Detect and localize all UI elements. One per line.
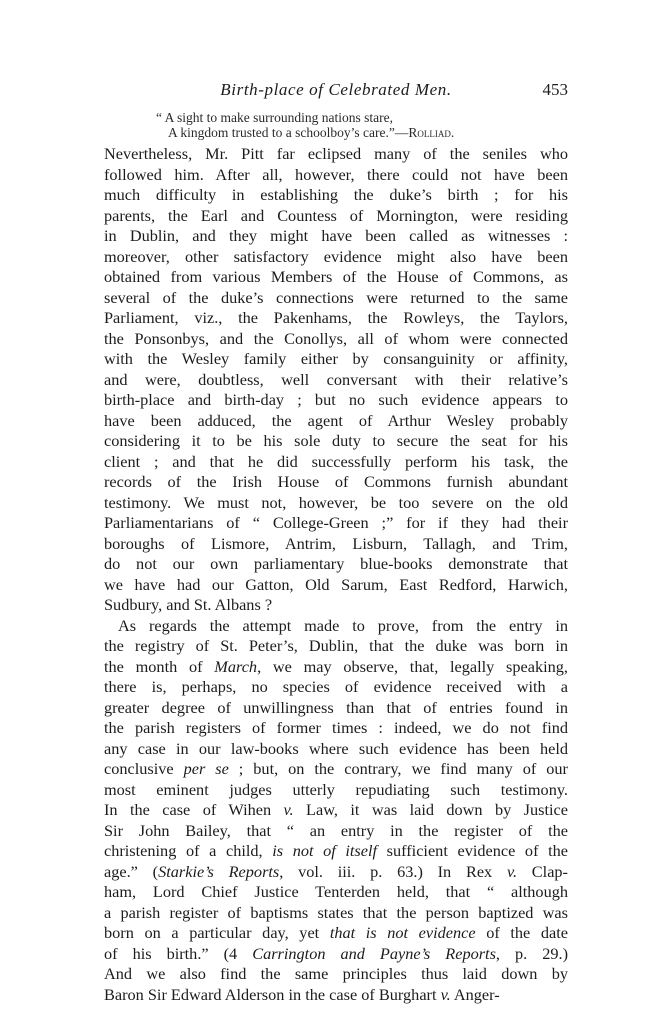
text-line <box>104 206 568 227</box>
epigraph-line: “ A sight to make surrounding nations stare, <box>156 110 393 125</box>
text-segment: most eminent judges utterly repudiating such testimony. <box>104 779 568 799</box>
text-segment: of his birth.” (4 <box>104 943 253 963</box>
text-line <box>104 882 568 903</box>
text-segment: boroughs of Lismore, Antrim, Lisburn, Tallagh, and Trim, <box>104 533 568 553</box>
text-segment: any case in our law-books where such evidence has been held <box>104 738 568 758</box>
text-segment: much difficulty in establishing the duke’s birth ; for his <box>104 185 568 204</box>
text-line <box>104 329 568 350</box>
text-line <box>104 452 568 473</box>
epigraph-line-text: A kingdom trusted to a schoolboy’s care.”— <box>168 125 409 140</box>
text-segment: ham, Lord Chief Justice Tenterden held, that “ although <box>104 882 568 901</box>
text-line <box>104 513 568 534</box>
text-line <box>104 288 568 309</box>
italic-text: Carrington and Payne’s Reports <box>252 943 496 963</box>
text-line <box>104 308 568 329</box>
text-segment: do not our own parliamentary blue-books demonstrate that <box>104 554 568 573</box>
text-segment: and were, doubtless, well conversant with their relative’s <box>104 369 568 389</box>
text-segment: several of the duke’s connections were returned to the same <box>104 287 568 307</box>
text-line <box>104 657 568 678</box>
text-segment: followed him. After all, however, there could not have been <box>104 164 568 184</box>
body-text <box>104 144 568 1005</box>
text-segment: Nevertheless, Mr. Pitt far eclipsed many of the seniles who <box>104 144 568 163</box>
text-line <box>104 431 568 452</box>
text-segment: Law, it was laid down by Justice <box>293 800 568 819</box>
italic-text: that is not evidence <box>329 923 476 942</box>
text-segment: moreover, other satisfactory evidence might also have been <box>104 246 568 266</box>
text-segment: In the case of Wihen <box>104 800 284 819</box>
text-segment: the registry of St. Peter’s, Dublin, that the duke was born in <box>104 636 568 655</box>
text-segment: in Dublin, and they might have been called as witnesses : <box>104 226 568 245</box>
text-line <box>104 944 568 965</box>
italic-text: per se <box>183 759 229 778</box>
text-segment: there is, perhaps, no species of evidence received with a <box>104 677 568 696</box>
text-segment: born on a particular day, yet <box>104 923 330 942</box>
text-line <box>104 964 568 985</box>
text-line <box>104 985 568 1006</box>
text-segment: the month of <box>104 656 215 676</box>
text-segment: sufficient evidence of the <box>377 841 568 860</box>
text-segment: , we may observe, that, legally speaking, <box>257 656 568 676</box>
text-segment: Baron Sir Edward Alderson in the case of Burghart <box>104 984 441 1004</box>
text-segment: age.” ( <box>104 861 159 881</box>
text-line <box>104 349 568 370</box>
text-line <box>104 903 568 924</box>
text-segment: client ; and that he did successfully perform his task, the <box>104 451 568 471</box>
page-number: 453 <box>542 80 568 99</box>
italic-text: v. <box>440 984 451 1004</box>
text-segment: the Ponsonbys, and the Conollys, all of whom were connected <box>104 328 568 348</box>
text-line <box>104 595 568 616</box>
text-segment: parents, the Earl and Countess of Mornington, were residing <box>104 205 568 225</box>
running-head <box>104 80 568 106</box>
epigraph <box>156 110 576 140</box>
text-line <box>104 534 568 555</box>
text-segment: records of the Irish House of Commons furnish abundant <box>104 472 568 491</box>
text-line <box>104 923 568 944</box>
text-line <box>104 472 568 493</box>
text-segment: Anger- <box>450 984 500 1004</box>
text-line <box>104 636 568 657</box>
text-segment: Sir John Bailey, that “ an entry in the register of the <box>104 820 568 840</box>
text-segment: And we also find the same principles thus laid down by <box>104 964 568 983</box>
text-line <box>104 616 568 637</box>
text-segment: conclusive <box>104 759 184 778</box>
italic-text: Starkie’s Reports <box>158 861 280 881</box>
text-segment: Parliament, viz., the Pakenhams, the Rowleys, the Taylors, <box>104 308 568 327</box>
text-line <box>104 247 568 268</box>
text-segment: Sudbury, and St. Albans ? <box>104 595 273 614</box>
italic-text: is not of itself <box>272 841 378 860</box>
text-line <box>104 862 568 883</box>
text-segment: have been adduced, the agent of Arthur Wesley probably <box>104 410 568 430</box>
italic-text: March <box>214 656 258 676</box>
text-segment: testimony. We must not, however, be too severe on the old <box>104 492 568 512</box>
text-line <box>104 267 568 288</box>
text-line <box>104 165 568 186</box>
text-segment: Clap- <box>517 861 568 881</box>
text-segment: As regards the attempt made to prove, from the entry in <box>118 615 568 635</box>
text-line <box>104 780 568 801</box>
epigraph-line <box>156 125 576 140</box>
text-segment: obtained from various Members of the House of Commons, as <box>104 267 568 286</box>
italic-text: v. <box>506 861 518 881</box>
text-segment: considering it to be his sole duty to secure the seat for his <box>104 431 568 450</box>
text-segment: birth-place and birth-day ; but no such evidence appears to <box>104 390 568 409</box>
text-segment: greater degree of unwillingness than that of entries found in <box>104 697 568 717</box>
epigraph-attribution: Rolliad. <box>408 125 455 140</box>
text-line <box>104 493 568 514</box>
text-segment: ; but, on the contrary, we find many of our <box>228 759 568 778</box>
text-line <box>104 718 568 739</box>
text-line <box>104 226 568 247</box>
text-line <box>104 370 568 391</box>
text-segment: we have had our Gatton, Old Sarum, East Redford, Harwich, <box>104 574 568 594</box>
text-line <box>104 739 568 760</box>
text-line <box>104 698 568 719</box>
text-segment: Parliamentarians of “ College-Green ;” for if they had their <box>104 513 568 532</box>
text-line <box>104 759 568 780</box>
text-segment: with the Wesley family either by consanguinity or affinity, <box>104 349 568 368</box>
text-line <box>104 411 568 432</box>
text-line <box>104 144 568 165</box>
text-line <box>104 821 568 842</box>
text-segment: christening of a child, <box>104 841 273 860</box>
text-segment: of the date <box>475 923 568 942</box>
text-segment: , p. 29.) <box>495 943 568 963</box>
text-line <box>104 575 568 596</box>
text-line <box>104 841 568 862</box>
text-line <box>104 800 568 821</box>
text-segment: , vol. iii. p. 63.) In Rex <box>279 861 507 881</box>
text-line <box>104 554 568 575</box>
text-segment: the parish registers of former times : indeed, we do not find <box>104 718 568 737</box>
text-line <box>104 677 568 698</box>
running-title: Birth-place of Celebrated Men. <box>220 80 452 99</box>
text-line <box>104 390 568 411</box>
text-line <box>104 185 568 206</box>
text-segment: a parish register of baptisms states that the person baptized was <box>104 902 568 922</box>
italic-text: v. <box>283 800 294 819</box>
